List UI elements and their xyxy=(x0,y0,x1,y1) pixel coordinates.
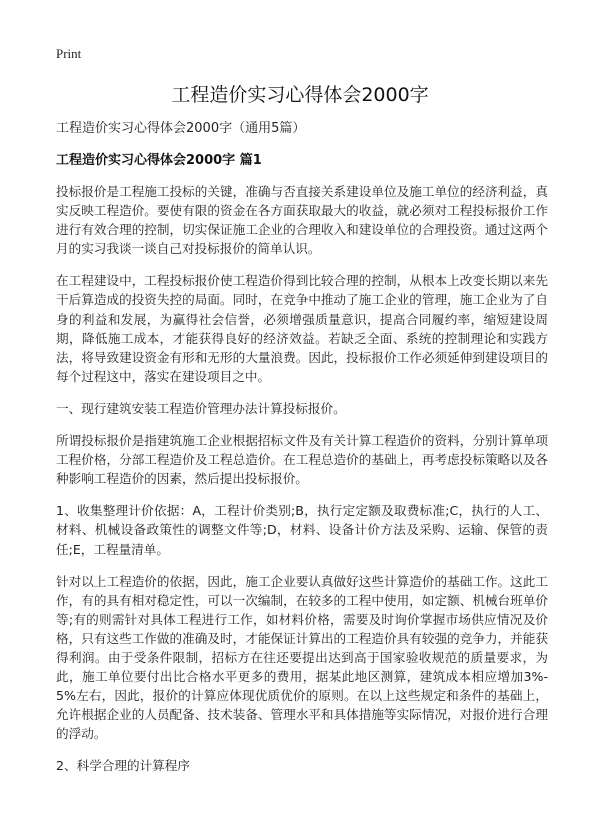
document-title: 工程造价实习心得体会2000字 xyxy=(171,84,429,106)
paragraph-5: 1、收集整理计价依据：A，工程计价类别;B，执行定定额及取费标准;C，执行的人工、材料、机械设备政策性的调整文件等;D，材料、设备计价方法及采购、运输、保管的责任;E，工程量清单。 xyxy=(56,503,548,557)
document-body xyxy=(56,120,548,789)
paragraph-4: 所谓投标报价是指建筑施工企业根据招标文件及有关计算工程造价的资料，分别计算单项工程价格，分部工程造价及工程总造价。在工程总造价的基础上，再考虑投标策略以及各种影响工程造价的因素，然后提出投标报价。 xyxy=(56,433,548,487)
print-label: Print xyxy=(56,46,82,61)
paragraph-1: 投标报价是工程施工投标的关键，准确与否直接关系建设单位及施工单位的经济利益，真实反映工程造价。要使有限的资金在各方面获取最大的收益，就必须对工程投标报价工作进行有效合理的控制，切实保证施工企业的合理收入和建设单位的合理投资。通过这两个月的实习我谈一谈自己对投标报价的简单认识。 xyxy=(56,184,548,257)
document-subtitle: 工程造价实习心得体会2000字（通用5篇） xyxy=(56,121,306,136)
paragraph-6: 针对以上工程造价的依据，因此，施工企业要认真做好这些计算造价的基础工作。这此工作，有的具有相对稳定性，可以一次编制，在较多的工程中使用，如定额、机械台班单价等;有的则需针对具体工程进行工作，如材料价格，需要及时询价掌握市场供应情况及价格，只有这些工作做的准确及时，才能保证计算出的工程造价具有较强的竞争力，并能获得利润。由于受条件限制，招标方在往还要提出达到高于国家验收规范的质量要求，为此，施工单位要付出比合格水平更多的费用，据某此地区测算，建筑成本相应增加3%-5%左右，因此，报价的计算应体现优质优价的原则。在以上这些规定和条件的基础上，允许根据企业的人员配备、技术装备、管理水平和具体措施等实际情况，对报价进行合理的浮动。 xyxy=(56,573,548,742)
paragraph-7: 2、科学合理的计算程序 xyxy=(56,758,190,774)
paragraph-3: 一、现行建筑安装工程造价管理办法计算投标报价。 xyxy=(56,400,346,416)
section-heading: 工程造价实习心得体会2000字 篇1 xyxy=(56,153,262,168)
paragraph-2: 在工程建设中，工程投标报价使工程造价得到比较合理的控制，从根本上改变长期以来先干后算造成的投资失控的局面。同时，在竞争中推动了施工企业的管理，施工企业为了自身的利益和发展，为赢得社会信誉，必须增强质量意识，提高合同履约率，缩短建设周期，降低施工成本，才能获得良好的经济效益。若缺乏全面、系统的控制理论和实践方法，将导致建设资金有形和无形的大量浪费。因此，投标报价工作必须延伸到建设项目的每个过程这中，落实在建设项目之中。 xyxy=(56,273,548,384)
